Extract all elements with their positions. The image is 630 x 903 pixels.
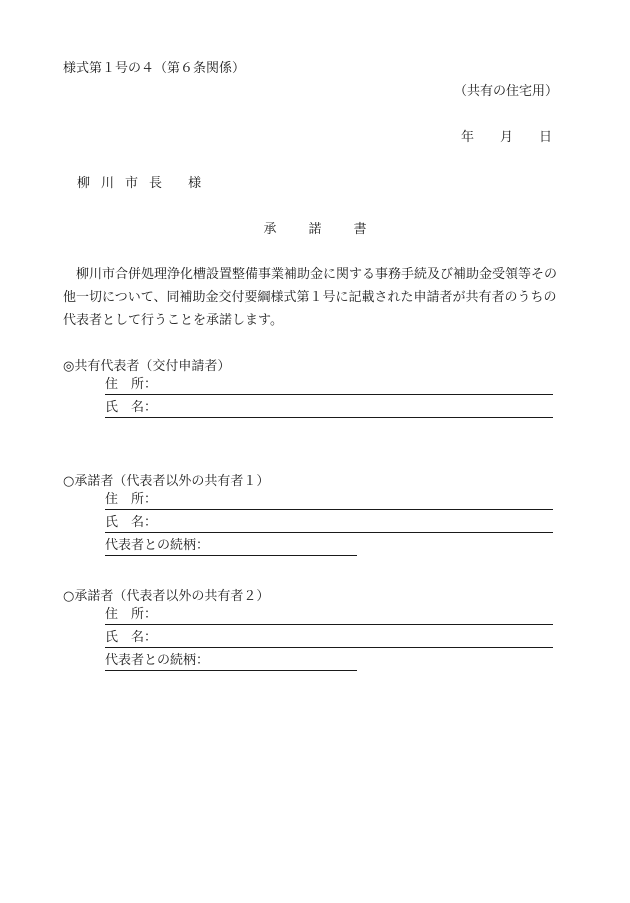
consenter2-name-label: 氏 名： (105, 630, 158, 645)
addressee-city-3: 市 (125, 176, 139, 191)
document-title (0, 218, 630, 237)
consenter2-name-field[interactable] (105, 629, 553, 648)
consenter1-name-label: 氏 名： (105, 515, 158, 530)
date-year: 年 (460, 130, 474, 145)
addressee (77, 172, 201, 191)
representative-heading: ◎共有代表者（交付申請者） (63, 359, 231, 374)
addressee-city-1: 柳 (77, 176, 91, 191)
consenter2-heading: ○承諾者（代表者以外の共有者２） (63, 589, 270, 604)
consenter2-relation-label: 代表者との続柄： (105, 653, 210, 668)
consenter1-address-label: 住 所： (105, 492, 158, 507)
title-char-2: 諾 (308, 222, 322, 237)
consenter1-name-field[interactable] (105, 514, 553, 533)
representative-address-field[interactable] (105, 376, 553, 395)
addressee-title: 長 (149, 176, 163, 191)
date-month: 月 (499, 130, 513, 145)
usage-note: （共有の住宅用） (453, 84, 558, 99)
consenter1-heading: ○承諾者（代表者以外の共有者１） (63, 474, 270, 489)
consenter1-relation-label: 代表者との続柄： (105, 538, 210, 553)
addressee-honorific: 様 (188, 176, 202, 191)
consenter1-relation-field[interactable] (105, 537, 357, 556)
form-number: 様式第１号の４（第６条関係） (63, 61, 246, 76)
consenter2-address-field[interactable] (105, 606, 553, 625)
title-char-1: 承 (263, 222, 277, 237)
representative-name-field[interactable] (105, 399, 553, 418)
consenter2-address-label: 住 所： (105, 607, 158, 622)
representative-name-label: 氏 名： (105, 400, 158, 415)
consenter1-address-field[interactable] (105, 491, 553, 510)
consenter2-relation-field[interactable] (105, 652, 357, 671)
representative-address-label: 住 所： (105, 377, 158, 392)
title-char-3: 書 (353, 222, 367, 237)
addressee-city-2: 川 (101, 176, 115, 191)
date-day: 日 (538, 130, 552, 145)
consent-body-text: 柳川市合併処理浄化槽設置整備事業補助金に関する事務手続及び補助金受領等その他一切について、同補助金交付要綱様式第１号に記載された申請者が共有者のうちの代表者として行うことを承諾します。 (63, 267, 558, 328)
date-line (461, 126, 552, 145)
